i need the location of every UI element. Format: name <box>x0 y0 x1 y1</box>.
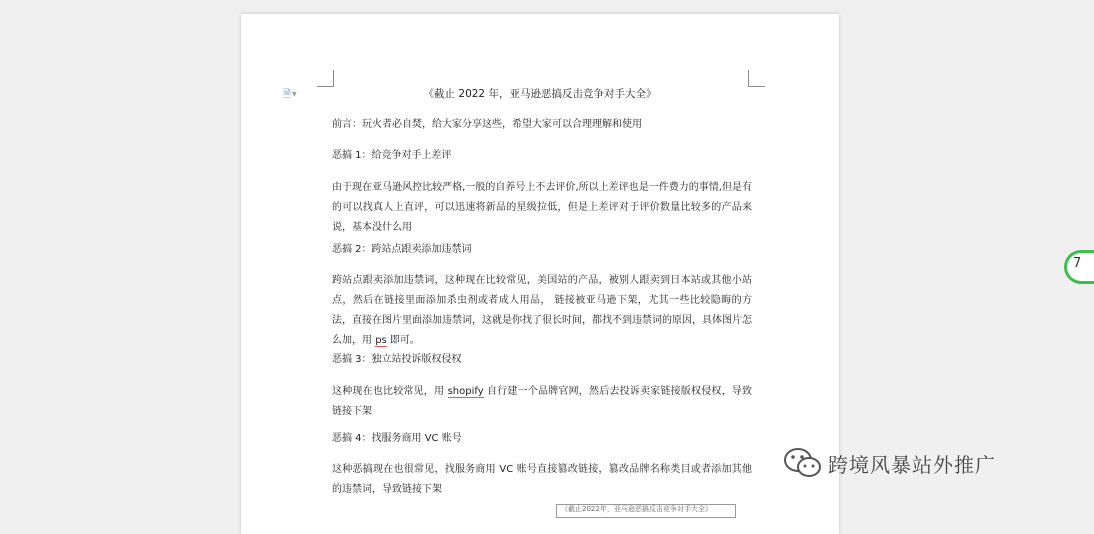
footer-snippet: 《截止2022年，亚马逊恶搞反击竞争对手大全》 <box>556 504 736 518</box>
heading-2: 恶搞 2：跨站点跟卖添加违禁词 <box>332 244 472 255</box>
paragraph-3 <box>332 382 752 422</box>
wechat-icon <box>782 446 824 480</box>
watermark-text: 跨境风暴站外推广 <box>828 452 996 477</box>
shopify-term: shopify <box>447 386 484 397</box>
paragraph-2-text: 跨站点跟卖添加违禁词，这种现在比较常见，美国站的产品，被别人跟卖到日本站或其他小站点，然后在链接里面添加杀虫剂或者成人用品， 链接被亚马逊下架，尤其一些比较隐晦的方法，直接在图片里面添加违禁词，这就是你找了很长时间，都找不到违禁词的原因，具体图片怎么加，用 <box>332 275 752 346</box>
chevron-down-icon: ▼ <box>292 90 297 98</box>
paragraph-1: 由于现在亚马逊风控比较严格,一般的自养号上不去评价,所以上差评也是一件费力的事情,但是有的可以找真人上直评，可以迅速将新品的星级拉低，但是上差评对于评价数量比较多的产品来说，基本没什么用 <box>332 182 752 233</box>
paragraph-3-tail: 自行建一个品牌官网，然后去投诉卖家链接版权侵权，导致链接下架 <box>332 386 752 417</box>
paragraph-4: 这种恶搞现在也很常见，找服务商用 VC 账号直接篡改链接，篡改品牌名称类目或者添加其他的违禁词，导致链接下架 <box>332 464 752 495</box>
watermark <box>782 446 996 480</box>
side-progress-badge[interactable] <box>1064 250 1094 284</box>
heading-3: 恶搞 3：独立站投诉版权侵权 <box>332 354 462 365</box>
heading-4: 恶搞 4：找服务商用 VC 账号 <box>332 433 462 444</box>
paragraph-2 <box>332 271 752 351</box>
document-title: 《截止 2022 年，亚马逊恶搞反击竞争对手大全》 <box>423 88 657 100</box>
margin-corner-top-left <box>317 70 334 87</box>
intro-paragraph: 前言：玩火者必自焚，给大家分享这些，希望大家可以合理理解和使用 <box>332 119 642 130</box>
paragraph-3-text: 这种现在也比较常见，用 <box>332 386 448 397</box>
paragraph-options-icon[interactable]: 🗎▼ <box>283 89 297 100</box>
side-badge-number: 7 <box>1073 256 1082 271</box>
ps-term: ps <box>375 335 387 346</box>
paragraph-2-tail: 即可。 <box>386 335 420 346</box>
heading-1: 恶搞 1：给竞争对手上差评 <box>332 150 452 161</box>
margin-corner-top-right <box>748 70 765 87</box>
